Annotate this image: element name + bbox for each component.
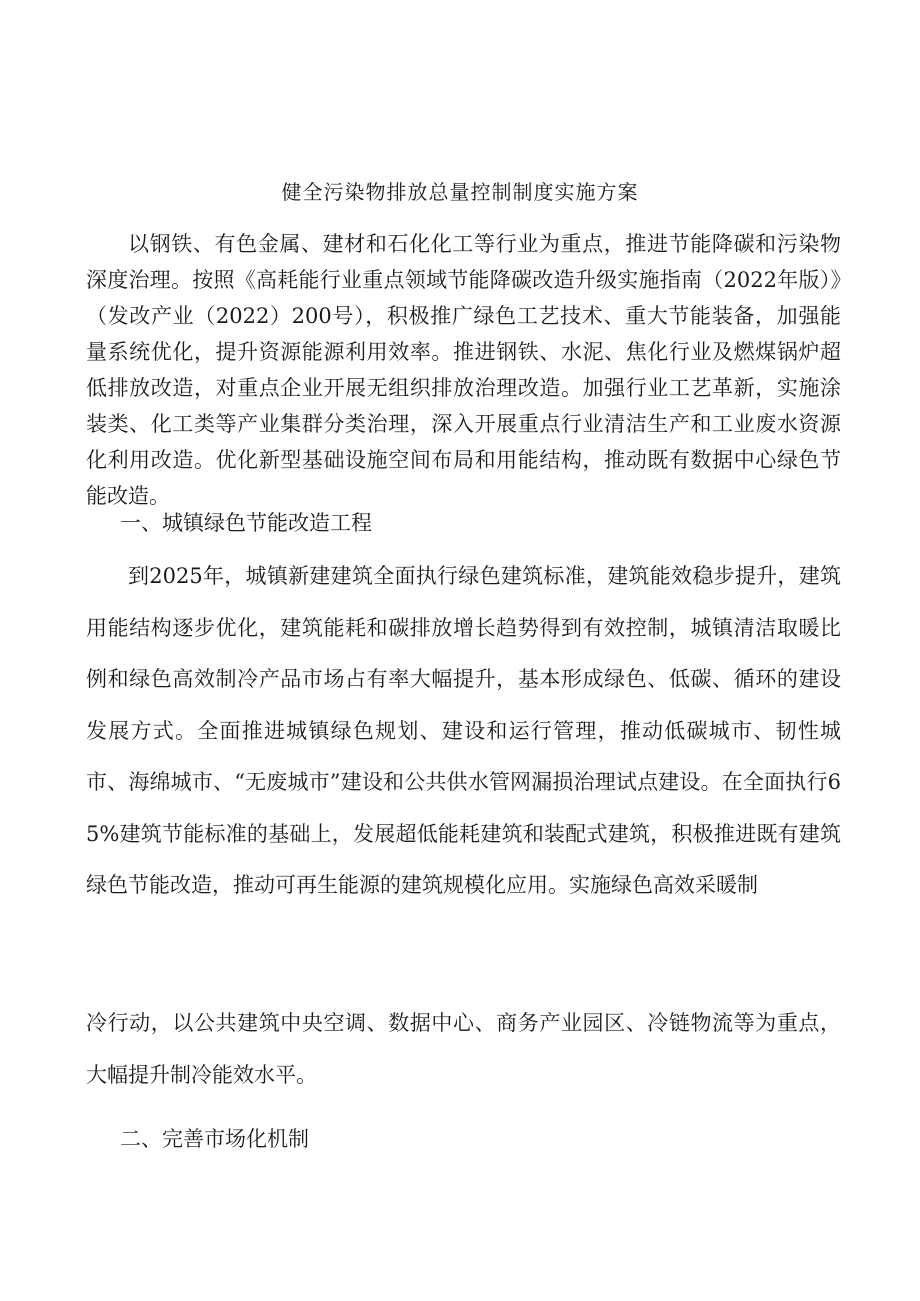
document-title: 健全污染物排放总量控制制度实施方案 [281, 180, 639, 204]
section-1-paragraph: 到2025年，城镇新建建筑全面执行绿色建筑标准，建筑能效稳步提升，建筑用能结构逐步优化，建筑能耗和碳排放增长趋势得到有效控制，城镇清洁取暖比例和绿色高效制冷产品市场占有率大幅提升，基本形成绿色、低碳、循环的建设发展方式。全面推进城镇绿色规划、建设和运行管理，推动低碳城市、韧性城市、海绵城市、“无废城市”建设和公共供水管网漏损治理试点建设。在全面执行65%建筑节能标准的基础上，发展超低能耗建筑和装配式建筑，积极推进既有建筑绿色节能改造，推动可再生能源的建筑规模化应用。实施绿色高效采暖制 [86, 564, 841, 897]
section-heading-1: 一、城镇绿色节能改造工程 [120, 511, 372, 535]
section-1-continuation: 冷行动，以公共建筑中央空调、数据中心、商务产业园区、冷链物流等为重点，大幅提升制冷能效水平。 [86, 1011, 841, 1087]
section-heading-2: 二、完善市场化机制 [120, 1127, 309, 1151]
intro-paragraph: 以钢铁、有色金属、建材和石化化工等行业为重点，推进节能降碳和污染物深度治理。按照《高耗能行业重点领域节能降碳改造升级实施指南（2022年版）》（发改产业（2022）200号），积极推广绿色工艺技术、重大节能装备，加强能量系统优化，提升资源能源利用效率。推进钢铁、水泥、焦化行业及燃煤锅炉超低排放改造，对重点企业开展无组织排放治理改造。加强行业工艺革新，实施涂装类、化工类等产业集群分类治理，深入开展重点行业清洁生产和工业废水资源化利用改造。优化新型基础设施空间布局和用能结构，推动既有数据中心绿色节能改造。 [86, 232, 841, 508]
